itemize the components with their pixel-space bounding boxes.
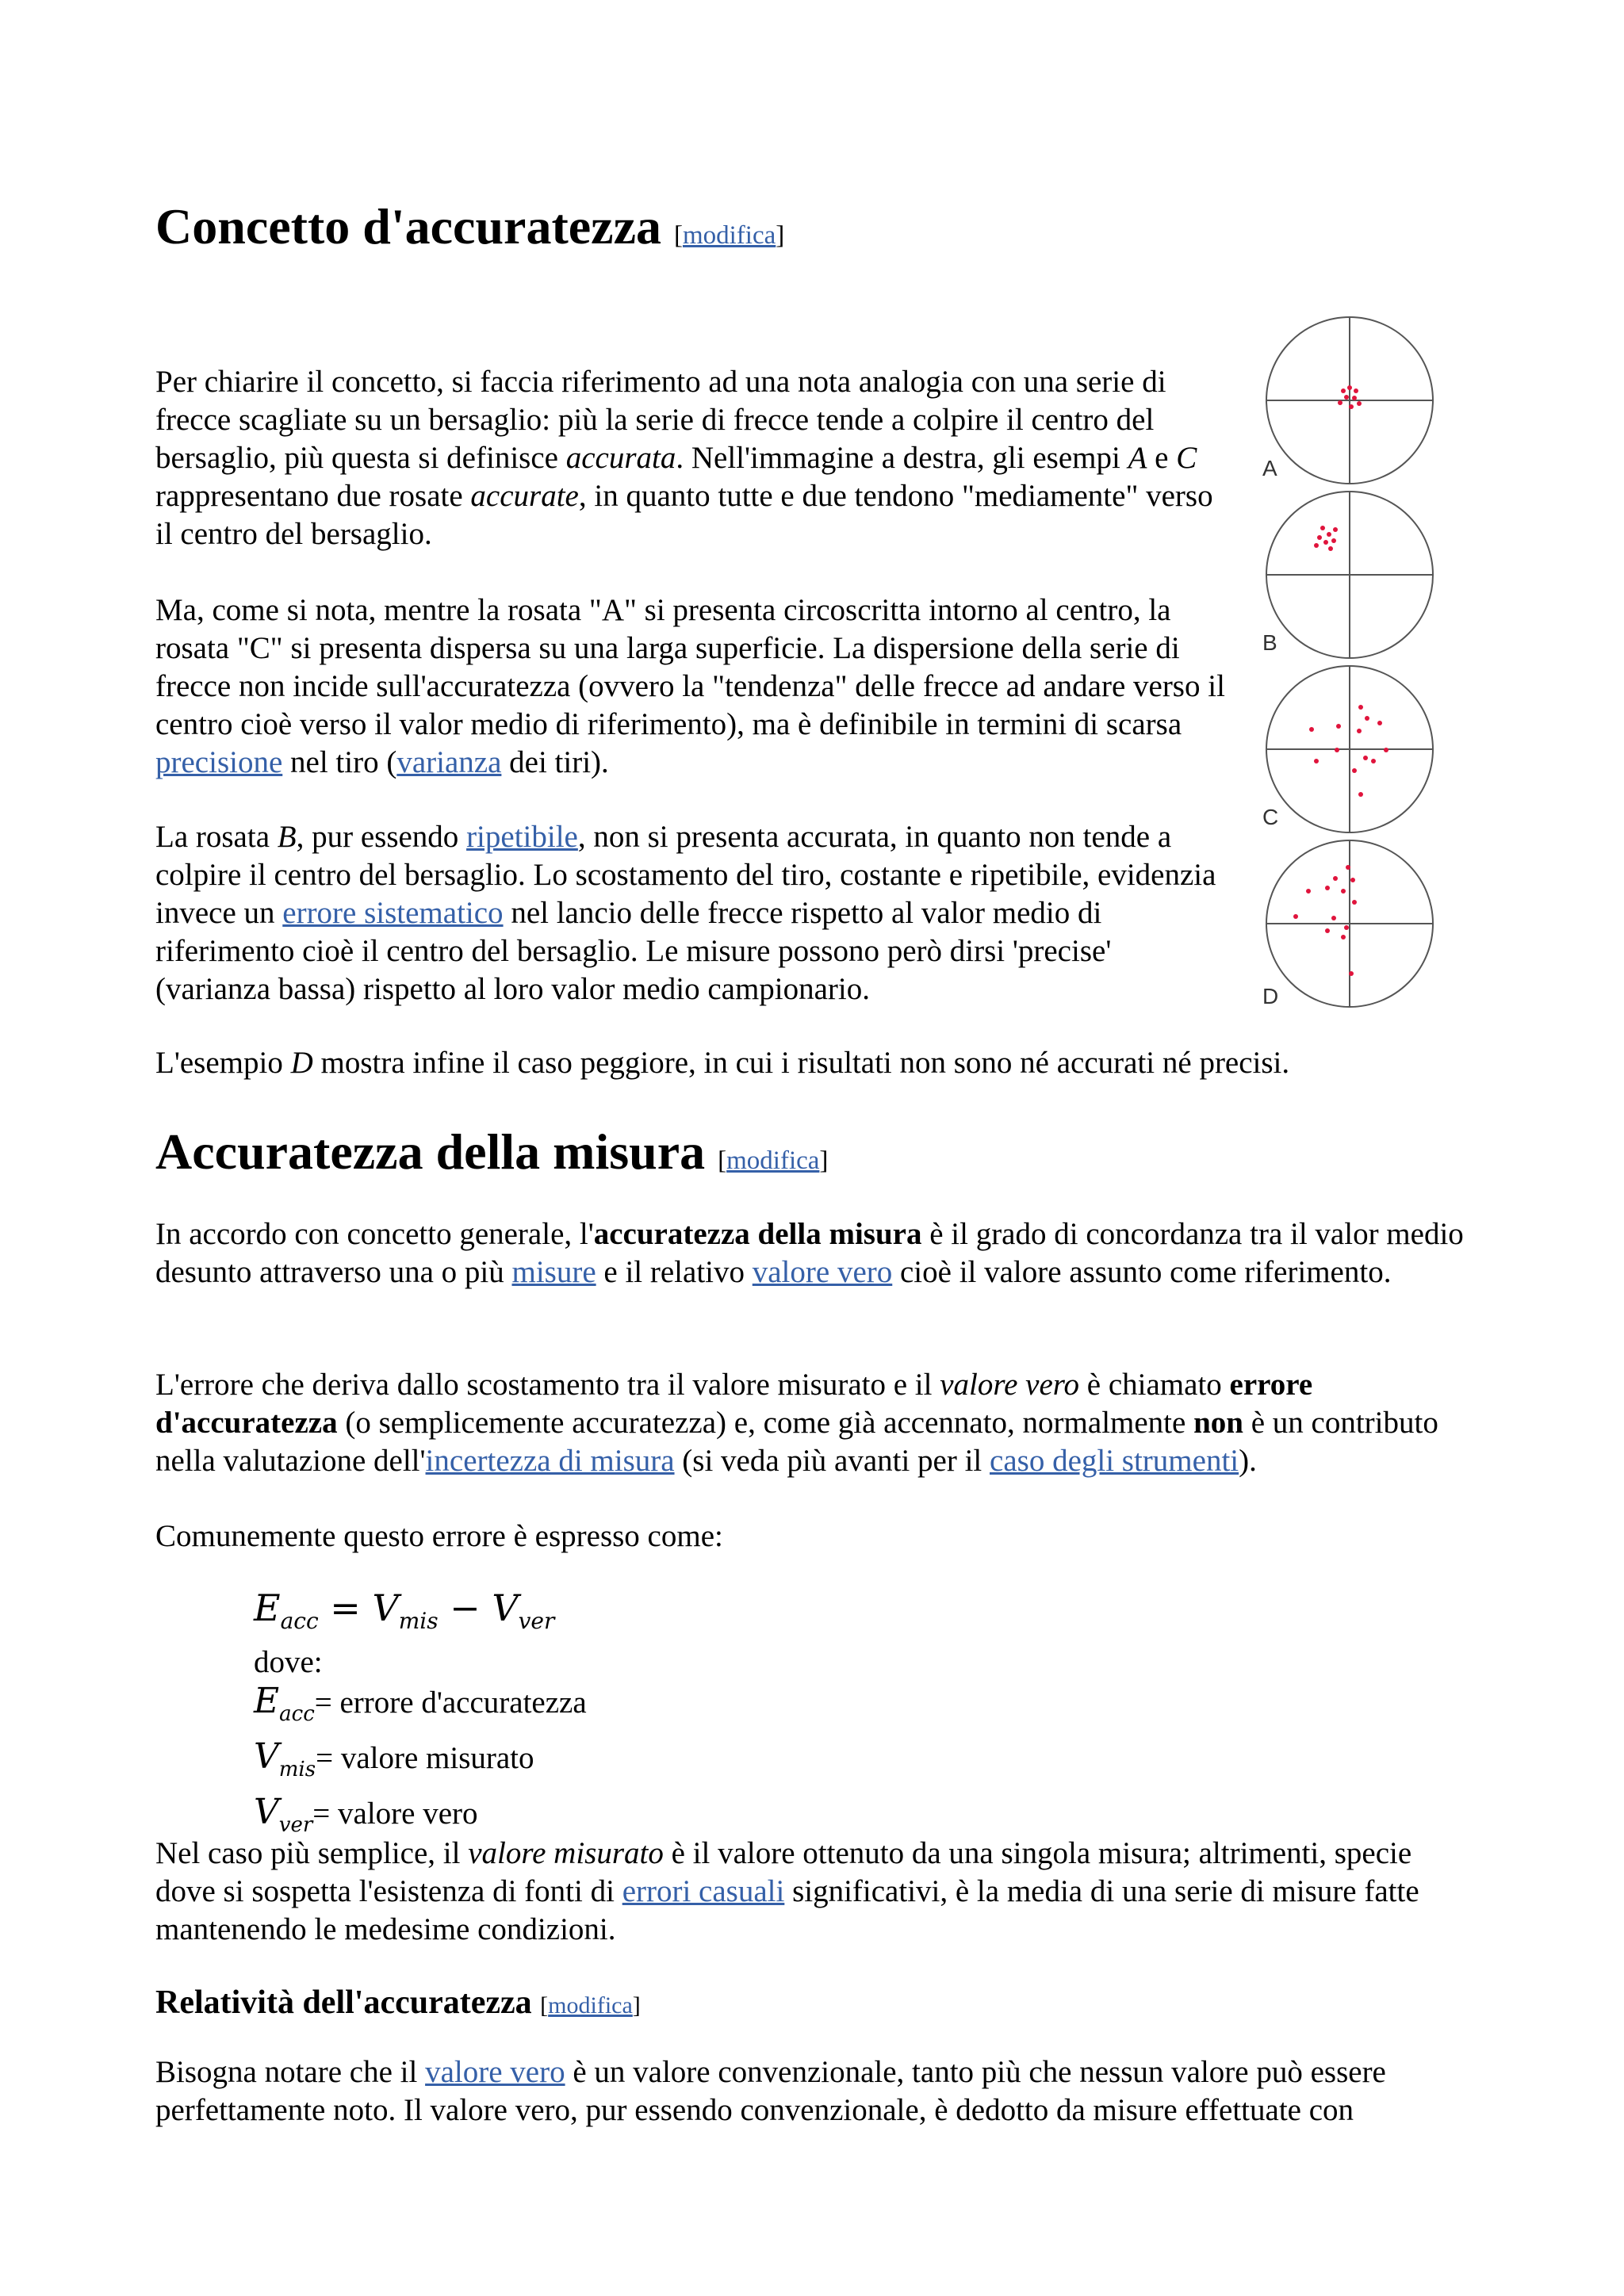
text: è un valore convenzionale, tanto più che nessun valore può essere perfettamente noto. Il valore vero, pur essendo convenzionale, è dedotto da misure effettuate con [155, 2055, 1386, 2127]
minus-sign: − [438, 1586, 492, 1629]
edit-bracket-close: ] [632, 1992, 641, 2019]
symbol-e: E [254, 1681, 280, 1722]
text-em: A [1128, 441, 1147, 475]
text: è il valore ottenuto da una singola misura; altrimenti, specie dove si sospetta l'esistenza di fonti di [155, 1836, 1412, 1908]
edit-link-1[interactable]: modifica [682, 221, 776, 250]
text: è un contributo nella valutazione dell' [155, 1406, 1438, 1478]
def-text: = valore vero [312, 1796, 478, 1831]
link-varianza[interactable]: varianza [396, 745, 502, 779]
text-em: accurate [470, 479, 579, 513]
edit-bracket-open: [ [673, 221, 683, 250]
text-bold: non [1193, 1406, 1243, 1440]
sub-ver: ver [278, 1812, 313, 1837]
formula-dove: dove: [254, 1645, 323, 1680]
text: , pur essendo [296, 820, 467, 854]
edit-section-2 [718, 1146, 828, 1175]
symbol-v: V [492, 1586, 519, 1629]
text: In accordo con concetto generale, l' [155, 1217, 594, 1251]
text: significativi, è la media di una serie di misure fatte mantenendo le medesime condizioni. [155, 1874, 1419, 1946]
text-em: B [277, 820, 297, 854]
text: Bisogna notare che il [155, 2055, 426, 2089]
symbol-v: V [372, 1586, 399, 1629]
link-errore-sistematico[interactable]: errore sistematico [282, 896, 504, 930]
paragraph-comunemente [155, 1517, 1472, 1556]
text: , non si presenta accurata, in quanto non tende a colpire il centro del bersaglio. Lo scostamento del tiro, costante e ripetibile, evidenzia invece un [155, 820, 1216, 930]
text: mostra infine il caso peggiore, in cui i risultati non sono né accurati né precisi. [312, 1046, 1290, 1080]
edit-bracket-close: ] [819, 1146, 829, 1175]
def-symbol [254, 1681, 315, 1726]
def-text: = errore d'accuratezza [314, 1686, 587, 1720]
heading-title: Relatività dell'accuratezza [155, 1984, 532, 2021]
link-valore-vero-2[interactable]: valore vero [425, 2055, 565, 2089]
sub-mis: mis [398, 1608, 439, 1635]
text: ). [1239, 1444, 1257, 1478]
paragraph-dispersione [155, 591, 1234, 782]
link-precisione[interactable]: precisione [155, 745, 283, 779]
equals-sign: = [318, 1586, 373, 1629]
paragraph-accordo [155, 1215, 1472, 1292]
text-em: accurata [565, 441, 676, 475]
target-a [1262, 317, 1433, 484]
text-bold: errore d'accuratezza [155, 1368, 1313, 1440]
def-symbol [254, 1735, 316, 1781]
text: (si veda più avanti per il [674, 1444, 990, 1478]
heading-concetto [155, 195, 784, 267]
text-em: D [290, 1046, 313, 1080]
sub-mis: mis [278, 1757, 316, 1781]
link-valore-vero[interactable]: valore vero [752, 1255, 893, 1289]
edit-bracket-open: [ [718, 1146, 727, 1175]
text: (o semplicemente accuratezza) e, come già accennato, normalmente [337, 1406, 1194, 1440]
edit-section-1 [674, 221, 784, 250]
heading-relativita [155, 1980, 641, 2028]
text: e il relativo [596, 1255, 753, 1289]
text-em: valore misurato [468, 1836, 664, 1870]
text-bold: accuratezza della misura [593, 1217, 922, 1251]
text: e [1147, 441, 1177, 475]
text: è chiamato [1079, 1368, 1230, 1402]
text: è il grado di concordanza tra il valor medio desunto attraverso una o più [155, 1217, 1464, 1289]
edit-link-2[interactable]: modifica [726, 1146, 820, 1175]
paragraph-analogia [155, 363, 1234, 553]
text: L'esempio [155, 1046, 291, 1080]
link-incertezza-di-misura[interactable]: incertezza di misura [425, 1444, 675, 1478]
target-d [1262, 840, 1433, 1008]
label-a: A [1262, 456, 1277, 480]
target-c [1262, 666, 1433, 832]
def-symbol [254, 1791, 313, 1837]
paragraph-esempio-d [155, 1044, 1472, 1082]
link-ripetibile[interactable]: ripetibile [466, 820, 578, 854]
formula-def-e [254, 1680, 587, 1735]
link-errori-casuali[interactable]: errori casuali [622, 1874, 785, 1908]
link-misure[interactable]: misure [511, 1255, 596, 1289]
sub-acc: acc [279, 1701, 315, 1726]
symbol-v: V [254, 1791, 279, 1832]
sub-acc: acc [280, 1608, 319, 1635]
formula-block [254, 1584, 587, 1846]
text: . Nell'immagine a destra, gli esempi [676, 441, 1128, 475]
text: Per chiarire il concetto, si faccia riferimento ad una nota analogia con una serie di frecce scagliate su un bersaglio: più la serie di frecce tende a colpire il centro del bersaglio, più questa si definisce [155, 365, 1166, 475]
label-c: C [1262, 805, 1279, 829]
paragraph-bisogna-notare [155, 2053, 1472, 2130]
paragraph-rosata-b [155, 818, 1234, 1008]
formula-vver [492, 1586, 555, 1635]
formula-e [254, 1586, 319, 1635]
symbol-e: E [254, 1586, 281, 1629]
edit-section-3 [540, 1992, 641, 2019]
formula-def-vmis [254, 1735, 587, 1791]
link-caso-degli-strumenti[interactable]: caso degli strumenti [990, 1444, 1239, 1478]
edit-bracket-close: ] [776, 221, 785, 250]
heading-accuratezza-misura [155, 1120, 828, 1192]
heading-title: Concetto d'accuratezza [155, 198, 661, 254]
symbol-v: V [254, 1735, 279, 1777]
paragraph-caso-semplice [155, 1835, 1472, 1949]
text: rappresentano due rosate [155, 479, 471, 513]
formula-main [254, 1584, 587, 1645]
text: Nel caso più semplice, il [155, 1836, 469, 1870]
sub-ver: ver [518, 1608, 555, 1635]
text: L'errore che deriva dallo scostamento tra il valore misurato e il [155, 1368, 940, 1402]
text: La rosata [155, 820, 278, 854]
edit-bracket-open: [ [540, 1992, 549, 2019]
text: dei tiri). [501, 745, 609, 779]
edit-link-3[interactable]: modifica [548, 1992, 633, 2019]
text: , in quanto tutte e due tendono "mediamente" verso il centro del bersaglio. [155, 479, 1213, 551]
label-d: D [1262, 984, 1279, 1008]
text: cioè il valore assunto come riferimento. [892, 1255, 1392, 1289]
text: nel tiro ( [282, 745, 397, 779]
def-text: = valore misurato [316, 1740, 534, 1775]
text-em: C [1176, 441, 1197, 475]
text: nel lancio delle frecce rispetto al valor medio di riferimento cioè il centro del bersaglio. Le misure possono però dirsi 'precise' (varianza bassa) rispetto al loro valor medio campionario. [155, 896, 1112, 1006]
target-b [1262, 492, 1433, 658]
target-figure [1261, 316, 1451, 1013]
text-em: valore vero [940, 1368, 1080, 1402]
text: Ma, come si nota, mentre la rosata "A" si presenta circoscritta intorno al centro, la rosata "C" si presenta dispersa su una larga superficie. La dispersione della serie di frecce non incide sull'accuratezza (ovvero la "tendenza" delle frecce ad andare verso il centro cioè verso il valor medio di riferimento), ma è definibile in termini di scarsa [155, 593, 1225, 741]
formula-vmis [372, 1586, 439, 1635]
label-b: B [1262, 630, 1277, 655]
paragraph-errore [155, 1366, 1472, 1480]
text: Comunemente questo errore è espresso come: [155, 1519, 723, 1553]
heading-title: Accuratezza della misura [155, 1123, 706, 1180]
